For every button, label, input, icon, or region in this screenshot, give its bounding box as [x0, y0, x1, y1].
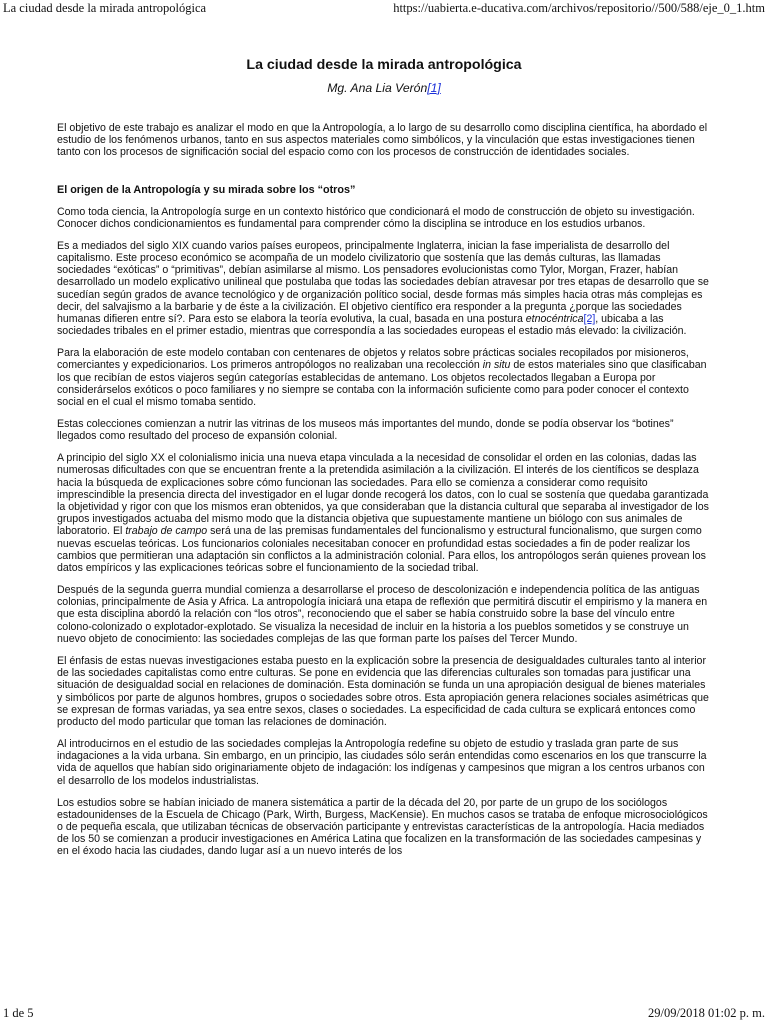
- footnote-link-2[interactable]: [2]: [583, 313, 596, 326]
- paragraph-2-text-a: Es a mediados del siglo XIX cuando varios países europeos, principalmente Inglaterra, inician la fase imperialista de desarrollo del capitalismo. Este proceso económico se acompaña de un modelo civilizatorio que sostenía que las demás culturas, las llamadas sociedades “exóticas” o “primitivas”, debían asimilarse al mismo. Los pensadores evolucionistas como Tylor, Morgan, Frazer, habían desarrollado un modelo explicativo unilineal que postulaba que todas las sociedades debían atravesar por tres etapas de desarrollo que se sucedían según grados de avance tecnológico y de organización político social, desde formas más simples hacia otras más complejas es decir, del salvajismo a la barbarie y de éste a la civilización. El objetivo científico era responder a la pregunta ¿porque las sociedades humanas difieren entre sí?. Para esto se elabora la teoría evolutiva, la cual, basada en una postura: [57, 239, 709, 326]
- paragraph-5-text-a: A principio del siglo XX el colonialismo inicia una nueva etapa vinculada a la necesidad de consolidar el orden en las colonias, dadas las numerosas dificultades con que se encuentran frente a la pretendida asimilación a la civilización. El interés de los científicos se desplaza hacia la búsqueda de explicaciones sobre cómo funcionan las sociedades. Para ello se comienza a considerar como requisito imprescindible la presencia directa del investigador en el lugar donde recogerá los datos, con lo cual se sostenía que quedaba garantizada la objetividad y rigor con que los mismos eran obtenidos, ya que consideraban que la distancia cultural que separaba al investigador de los grupos investigados actuaba del mismo modo que la distancia objetiva que supuestamente mantiene un biólogo con sus animales de laboratorio. El: [57, 452, 709, 538]
- print-header: [0, 0, 768, 18]
- paragraph-5: [57, 452, 711, 574]
- footnote-link-1[interactable]: [1]: [427, 81, 441, 95]
- author-name: Mg. Ana Lia Verón: [327, 81, 428, 95]
- document-title: La ciudad desde la mirada antropológica: [246, 57, 522, 73]
- header-page-title: La ciudad desde la mirada antropológica: [3, 1, 207, 15]
- footer-datetime: 29/09/2018 01:02 p. m.: [647, 1006, 765, 1020]
- header-url: https://uabierta.e-ducativa.com/archivos/repositorio//500/588/eje_0_1.htm: [393, 1, 765, 15]
- paragraph-2-emphasis: etnocéntrica: [525, 313, 584, 326]
- footer-page-count: 1 de 5: [3, 1006, 34, 1020]
- paragraph-7: El énfasis de estas nuevas investigaciones estaba puesto en la explicación sobre la presencia de desigualdades culturales tanto al interior de las sociedades capitalistas como entre culturas. Se pone en evidencia que las diferencias culturales son tomadas para justificar una situación de desigualdad social en relaciones de dominación. Esta dominación se funda un una apropiación desigual de bienes materiales y simbólicos por parte de algunos hombres, grupos o sociedades sobre otros. Esta apropiación genera relaciones sociales asimétricas que se expresan de formas variadas, ya sea entre sexos, clases o sociedades. La especificidad de cada cultura se explicará entonces como producto del modo particular que toman las relaciones de dominación.: [57, 654, 709, 728]
- paragraph-5-text-b: será una de las premisas fundamentales del funcionalismo y estructural funcionalismo, que surgen como nuevas escuelas teóricas. Los funcionarios coloniales necesitaban conocer en profundidad estas sociedades a fin de poder realizar los cambios que permitieran una adaptación sin conflictos a la administración colonial. Para ellos, los antropólogos serán quienes provean los datos empíricos y las explicaciones teóricas sobre el funcionamiento de la sociedad tribal.: [57, 525, 706, 575]
- author-line: [57, 81, 711, 96]
- paragraph-2: [57, 240, 711, 338]
- paragraph-4: Estas colecciones comienzan a nutrir las vitrinas de los museos más importantes del mundo, donde se podía observar los “botines” llegados como resultado del proceso de expansión colonial.: [57, 418, 674, 443]
- paragraph-2-text-b: , ubicaba a las sociedades tribales en el primer estadio, mientras que correspondía a las sociedades europeas el estadio más elevado: la civilización.: [57, 313, 687, 338]
- paragraph-3: [57, 347, 711, 408]
- paragraph-6: Después de la segunda guerra mundial comienza a desarrollarse el proceso de descolonización e independencia política de las antiguas colonias, principalmente de Asia y Africa. La antropología iniciará una etapa de reflexión que permitirá discutir el empirismo y la manera en que esta disciplina abordó la relación con “los otros”, reconociendo que el saber se había construido sobre la base del vínculo entre colono-colonizado o explotador-explotado. Se visualiza la necesidad de incluir en la historia a los pueblos sometidos y se construye un nuevo objeto de conocimiento: las sociedades complejas de las que forman parte los países del Tercer Mundo.: [57, 584, 708, 645]
- paragraph-3-text-a: Para la elaboración de este modelo contaban con centenares de objetos y relatos sobre prácticas sociales recopilados por misioneros, comerciantes y expedicionarios. Los primeros antropólogos no realizaban una recolección: [57, 347, 689, 372]
- paragraph-1: Como toda ciencia, la Antropología surge en un contexto histórico que condicionará el modo de construcción de objeto su investigación. Conocer dichos condicionamientos es fundamental para comprender cómo la disciplina se introduce en los estudios urbanos.: [57, 205, 695, 230]
- paragraph-5-emphasis: trabajo de campo: [125, 525, 208, 538]
- paragraph-3-emphasis: in situ: [482, 359, 511, 372]
- paragraph-9: Los estudios sobre se habían iniciado de manera sistemática a partir de la década del 20, por parte de un grupo de los sociólogos estadounidenses de la Escuela de Chicago (Park, Wirth, Burgess, MacKensie). En muchos casos se trataba de enfoque microsociológicos o de pequeña escala, que utilizaban técnicas de observación participante y entrevistas características de la antropología. Hacia mediados de los 50 se comienzan a producir investigaciones en América Latina que focalizen en la transformación de las sociedades campesinas y en el éxodo hacia las ciudades, dando lugar así a un nuevo interés de los: [57, 796, 708, 858]
- paragraph-8: Al introducirnos en el estudio de las sociedades complejas la Antropología redefine su objeto de estudio y traslada gran parte de sus indagaciones a la vida urbana. Sin embargo, en un principio, las ciudades sólo serán entendidas como escenarios en los que transcurre la vida de aquellos que habían sido originariamente objeto de indagación: los indígenas y campesinos que migran a los centros urbanos con el desarrollo de los modelos industrialistas.: [57, 737, 707, 787]
- document-body: [57, 52, 711, 867]
- paragraph-3-text-b: de estos materiales sino que clasificaban los que recibían de estos viajeros según categorías establecidas de antemano. Los objetos recolectados llegaban a Europa por considerárselos exóticos o poco familiares y no siempre se contaba con la información suficiente como para poder conocer el contexto social en el cual el mismo tomaba sentido.: [57, 359, 707, 409]
- intro-paragraph: El objetivo de este trabajo es analizar el modo en que la Antropología, a lo largo de su desarrollo como disciplina científica, ha abordado el estudio de los fenómenos urbanos, tanto en sus aspectos materiales como simbólicos, y la vinculación que estas investigaciones tienen tanto con los procesos de significación social del espacio como con los procesos de construcción de identidades sociales.: [57, 122, 708, 159]
- section-heading: El origen de la Antropología y su mirada sobre los “otros”: [57, 183, 356, 196]
- print-footer: [0, 1006, 768, 1024]
